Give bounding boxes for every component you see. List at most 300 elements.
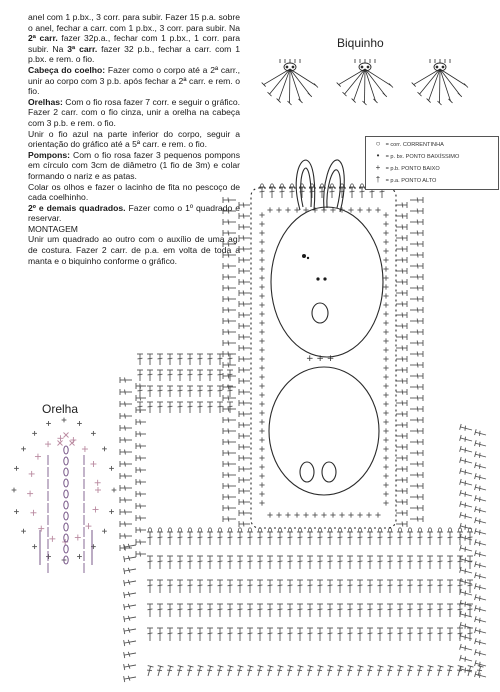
dc-stitch [475, 484, 487, 493]
dc-stitch [367, 556, 373, 569]
dc-stitch [396, 499, 407, 505]
sc-stitch [383, 329, 388, 334]
dc-stitch [157, 604, 163, 617]
dc-stitch [136, 407, 146, 413]
dc-stitch [396, 521, 407, 527]
dc-stitch [124, 662, 137, 670]
dc-stitch [410, 329, 423, 335]
dc-stitch [467, 580, 473, 593]
dc-stitch [277, 532, 283, 545]
sc-stitch [303, 512, 308, 517]
dc-stitch [239, 301, 250, 307]
dc-stitch [167, 628, 173, 641]
sc-stitch [259, 302, 264, 307]
dc-stitch [223, 307, 236, 313]
sc-stitch [259, 500, 264, 505]
dc-stitch [155, 666, 163, 677]
dc-stitch [427, 532, 433, 545]
dc-stitch [157, 386, 163, 397]
sc-stitch [259, 293, 264, 298]
sc-stitch [109, 509, 114, 514]
sc-stitch [259, 257, 264, 262]
ear-chain [64, 479, 68, 487]
dc-stitch [327, 604, 333, 617]
sc-stitch [77, 554, 82, 559]
instructions-lower-body: Unir o fio azul na parte inferior do corpo, seguir a orientação do gráfico até a 5ª carr. e rem. o fio. [28, 128, 240, 150]
dc-stitch [247, 628, 253, 641]
dc-stitch [365, 666, 373, 677]
legend-row-dc: † = p.a. PONTO ALTO [372, 175, 436, 185]
dc-stitch [337, 556, 343, 569]
dc-stitch [136, 515, 146, 521]
sc-stitch [259, 392, 264, 397]
dc-stitch [120, 533, 132, 539]
dc-stitch [397, 556, 403, 569]
dc-stitch [136, 443, 146, 449]
sc-stitch [366, 512, 371, 517]
sc-stitch [109, 466, 114, 471]
ear-chain [64, 468, 68, 476]
dc-stitch [207, 354, 213, 365]
dc-stitch [297, 556, 303, 569]
dc-stitch [136, 419, 146, 425]
dc-stitch [457, 628, 463, 641]
dc-stitch [357, 604, 363, 617]
dc-stitch [187, 556, 193, 569]
ear-inner-right [327, 170, 340, 208]
dc-stitch [136, 455, 146, 461]
sc-stitch [91, 431, 96, 436]
dc-stitch [207, 402, 213, 413]
dc-stitch [289, 187, 295, 198]
bunny-head-oval [271, 207, 383, 357]
dc-stitch [396, 312, 407, 318]
slip-stitch-symbol-icon: • [376, 151, 380, 160]
ear-chain [64, 534, 68, 542]
dc-stitch [239, 224, 250, 230]
dc-stitch [475, 594, 487, 603]
dc-stitch [396, 422, 407, 428]
dc-stitch [357, 532, 363, 545]
sc-stitch [259, 275, 264, 280]
sc-stitch [383, 356, 388, 361]
dc-stitch [245, 666, 253, 677]
dc-stitch [396, 367, 407, 373]
dc-stitch [195, 666, 203, 677]
sc-stitch [383, 257, 388, 262]
dc-stitch [247, 532, 253, 545]
sc-stitch [267, 207, 272, 212]
dc-stitch [387, 628, 393, 641]
dc-stitch [287, 532, 293, 545]
dc-stitch [147, 604, 153, 617]
dc-stitch [136, 503, 146, 509]
dc-stitch [357, 628, 363, 641]
dc-stitch [475, 462, 487, 471]
dc-stitch [327, 556, 333, 569]
dc-stitch [227, 628, 233, 641]
dc-stitch [239, 389, 250, 395]
instructions-squares: 2º e demais quadrados. Fazer como o 1º quadrado e reservar. [28, 202, 240, 224]
dc-stitch [275, 666, 283, 677]
dc-stitch [124, 590, 137, 598]
dc-stitch [277, 604, 283, 617]
dc-stitch [197, 370, 203, 381]
sc-stitch [383, 347, 388, 352]
sc-stitch [14, 466, 19, 471]
dc-stitch [257, 532, 263, 545]
sc-stitch [259, 311, 264, 316]
instructions-p1: anel com 1 p.bx., 3 corr. para subir. Fazer 15 p.a. sobre o anel, fechar a carr. com 1 p.bx., 3 corr. para subir. Na 2ª carr. fazer 32p.a., fechar com 1 p.bx., 1 corr. para subir. Na 3ª carr. fazer 32 p.b., fechar a carr. com 1 p.bx. e rem. o fio. [28, 12, 240, 65]
dc-stitch [223, 373, 236, 379]
dc-stitch [136, 491, 146, 497]
sc-stitch [259, 365, 264, 370]
dc-stitch [227, 556, 233, 569]
dc-stitch [187, 386, 193, 397]
dc-stitch [396, 477, 407, 483]
dc-stitch [297, 628, 303, 641]
bunny-figure [251, 160, 396, 528]
dc-stitch [237, 532, 243, 545]
sc-stitch [357, 512, 362, 517]
dc-stitch [239, 367, 250, 373]
dc-stitch [329, 187, 335, 198]
dc-stitch [239, 422, 250, 428]
chain-stitch [429, 528, 432, 532]
dc-stitch [227, 386, 233, 397]
dc-stitch [437, 604, 443, 617]
dc-stitch [187, 370, 193, 381]
dc-stitch [396, 213, 407, 219]
dc-stitch [157, 370, 163, 381]
dc-stitch [223, 461, 236, 467]
dc-stitch [269, 187, 275, 198]
bunny-eyes [302, 254, 327, 281]
dc-stitch [407, 628, 413, 641]
ear-chain [64, 457, 68, 465]
dc-stitch [167, 532, 173, 545]
dc-stitch [177, 556, 183, 569]
dc-stitch [410, 417, 423, 423]
dc-stitch [247, 604, 253, 617]
ear-chain [64, 501, 68, 509]
dc-stitch [337, 580, 343, 593]
dc-stitch [357, 580, 363, 593]
dc-stitch [407, 556, 413, 569]
dc-stitch [435, 666, 443, 677]
sc-stitch [32, 544, 37, 549]
dc-stitch [223, 483, 236, 489]
dc-stitch [410, 362, 423, 368]
dc-stitch [205, 666, 213, 677]
chain-stitch [189, 528, 192, 532]
dc-stitch [197, 556, 203, 569]
dc-stitch [167, 402, 173, 413]
chain-stitch [179, 528, 182, 532]
dc-stitch [377, 556, 383, 569]
sc-stitch [259, 374, 264, 379]
sc-stitch [294, 512, 299, 517]
dc-stitch [417, 604, 423, 617]
dc-stitch [337, 604, 343, 617]
sc-stitch [259, 428, 264, 433]
dc-stitch [137, 354, 143, 365]
dc-stitch [237, 580, 243, 593]
dc-stitch [447, 532, 453, 545]
sc-stitch [259, 419, 264, 424]
dc-stitch [427, 604, 433, 617]
dc-stitch [367, 604, 373, 617]
dc-stitch [124, 566, 137, 574]
dc-stitch [267, 580, 273, 593]
dc-stitch [167, 370, 173, 381]
sc-stitch [357, 207, 362, 212]
dc-stitch [223, 285, 236, 291]
dc-stitch [177, 386, 183, 397]
dc-stitch [259, 187, 265, 198]
sc-stitch [383, 446, 388, 451]
sc-stitch [383, 473, 388, 478]
dc-stitch [207, 580, 213, 593]
dc-stitch [239, 433, 250, 439]
double-crochet-symbol-icon: † [375, 175, 381, 184]
dc-stitch [217, 580, 223, 593]
dc-stitch [385, 666, 393, 677]
instructions-montagem: Unir um quadrado ao outro com o auxílio de uma ag. de costura. Fazer 2 carr. de p.a. em volta de toda a manta e o biquinho conforme o gráfico. [28, 234, 240, 266]
dc-stitch [177, 628, 183, 641]
sc-stitch [259, 284, 264, 289]
dc-stitch [223, 439, 236, 445]
shell [337, 59, 393, 105]
dc-stitch [187, 604, 193, 617]
sc-stitch [375, 512, 380, 517]
dc-stitch [307, 604, 313, 617]
dc-stitch [207, 628, 213, 641]
dc-stitch [239, 488, 250, 494]
sc-stitch [383, 284, 388, 289]
chain-stitch [149, 528, 152, 532]
sc-stitch [383, 365, 388, 370]
dc-stitch [396, 323, 407, 329]
dc-stitch [239, 455, 250, 461]
dc-stitch [460, 655, 473, 664]
dc-stitch [475, 638, 487, 647]
sc-stitch [383, 248, 388, 253]
dc-stitch [475, 528, 487, 537]
dc-stitch [239, 279, 250, 285]
sc-stitch [259, 437, 264, 442]
dc-stitch [410, 505, 423, 511]
dc-stitch [410, 285, 423, 291]
dc-stitch [396, 268, 407, 274]
sc-stitch [259, 410, 264, 415]
chain-stitch [239, 528, 242, 532]
dc-stitch [460, 567, 473, 576]
dc-stitch [227, 532, 233, 545]
dc-stitch [396, 455, 407, 461]
dc-stitch [175, 666, 183, 677]
sc-stitch [383, 374, 388, 379]
sc-stitch [259, 347, 264, 352]
dc-stitch [287, 580, 293, 593]
dc-stitch [147, 628, 153, 641]
sc-stitch [383, 230, 388, 235]
dc-stitch [410, 450, 423, 456]
dc-stitch [207, 556, 213, 569]
dc-stitch [223, 329, 236, 335]
neck-stitches: + + + [306, 354, 335, 364]
dc-stitch [239, 235, 250, 241]
dc-stitch [120, 497, 132, 503]
dc-stitch [460, 435, 473, 444]
dc-stitch [265, 666, 273, 677]
dc-stitch [460, 512, 473, 521]
dc-stitch [239, 411, 250, 417]
dc-stitch [437, 532, 443, 545]
sc-stitch [285, 207, 290, 212]
dc-stitch [410, 384, 423, 390]
dc-stitch [460, 589, 473, 598]
dc-stitch [317, 556, 323, 569]
sc-stitch [312, 512, 317, 517]
dc-stitch [396, 235, 407, 241]
sc-stitch [259, 464, 264, 469]
dc-stitch [475, 517, 487, 526]
dc-stitch [387, 556, 393, 569]
biquinho-title: Biquinho [337, 36, 384, 50]
dc-stitch [120, 377, 132, 383]
dc-stitch [460, 457, 473, 466]
dc-stitch [267, 556, 273, 569]
dc-stitch [410, 296, 423, 302]
dc-stitch [217, 556, 223, 569]
bunny-nose-pompom [312, 303, 328, 323]
sc-stitch [259, 230, 264, 235]
dc-stitch [237, 604, 243, 617]
dc-stitch [235, 666, 243, 677]
sc-stitch [259, 401, 264, 406]
dc-stitch [267, 532, 273, 545]
dc-stitch [277, 580, 283, 593]
dc-stitch [215, 666, 223, 677]
dc-stitch [187, 532, 193, 545]
dc-stitch [223, 516, 236, 522]
dc-stitch [157, 354, 163, 365]
sc-stitch [383, 464, 388, 469]
dc-stitch [367, 532, 373, 545]
dc-stitch [407, 604, 413, 617]
dc-stitch [136, 467, 146, 473]
legend-row-chain: ○ = corr. CORRENTINHA [372, 139, 444, 149]
sc-stitch [259, 383, 264, 388]
sc-stitch [259, 491, 264, 496]
dc-stitch [396, 301, 407, 307]
dc-stitch [147, 556, 153, 569]
dc-stitch [410, 483, 423, 489]
dc-stitch [239, 290, 250, 296]
dc-stitch [467, 556, 473, 569]
sc-stitch [383, 410, 388, 415]
dc-stitch [447, 556, 453, 569]
chain-stitch [229, 528, 232, 532]
dc-stitch [124, 674, 137, 682]
sc-stitch [276, 207, 281, 212]
sc-stitch [375, 207, 380, 212]
dc-stitch [279, 187, 285, 198]
dc-stitch [157, 532, 163, 545]
dc-stitch [447, 628, 453, 641]
dc-stitch [475, 649, 487, 658]
dc-stitch [217, 604, 223, 617]
dc-stitch [124, 650, 137, 658]
dc-stitch [317, 580, 323, 593]
dc-stitch [427, 628, 433, 641]
dc-stitch [239, 400, 250, 406]
dc-stitch [337, 628, 343, 641]
sc-stitch [259, 329, 264, 334]
dc-stitch [136, 527, 146, 533]
sc-stitch [259, 446, 264, 451]
dc-stitch [120, 521, 132, 527]
dc-stitch [307, 628, 313, 641]
dc-stitch [217, 402, 223, 413]
dc-stitch [177, 532, 183, 545]
dc-stitch [207, 604, 213, 617]
dc-stitch [410, 219, 423, 225]
sc-stitch [259, 248, 264, 253]
dc-stitch [167, 354, 173, 365]
dc-stitch [147, 580, 153, 593]
dc-stitch [237, 556, 243, 569]
ear-chain [64, 545, 68, 553]
dc-stitch [387, 604, 393, 617]
sc-stitch [339, 512, 344, 517]
dc-stitch [239, 257, 250, 263]
dc-stitch [239, 356, 250, 362]
dc-stitch [460, 611, 473, 620]
dc-stitch [187, 402, 193, 413]
dc-stitch [387, 532, 393, 545]
dc-stitch [417, 556, 423, 569]
dc-stitch [410, 274, 423, 280]
sc-stitch [383, 437, 388, 442]
dc-stitch [347, 628, 353, 641]
dc-stitch [120, 449, 132, 455]
dc-stitch [460, 556, 473, 565]
sc-stitch [259, 266, 264, 271]
legend-row-sc: + = p.b. PONTO BAIXO [372, 163, 440, 173]
dc-stitch [410, 340, 423, 346]
dc-stitch [396, 400, 407, 406]
dc-stitch [187, 354, 193, 365]
dc-stitch [239, 466, 250, 472]
instructions-text [28, 12, 240, 266]
dc-stitch [460, 534, 473, 543]
sc-stitch [321, 512, 326, 517]
dc-stitch [120, 389, 132, 395]
dc-stitch [227, 580, 233, 593]
dc-stitch [120, 437, 132, 443]
dc-stitch [305, 666, 313, 677]
dc-stitch [410, 494, 423, 500]
dc-stitch [410, 307, 423, 313]
dc-stitch [475, 561, 487, 570]
dc-stitch [460, 468, 473, 477]
dc-stitch [223, 494, 236, 500]
dc-stitch [147, 402, 153, 413]
dc-stitch [297, 604, 303, 617]
sc-stitch [383, 302, 388, 307]
